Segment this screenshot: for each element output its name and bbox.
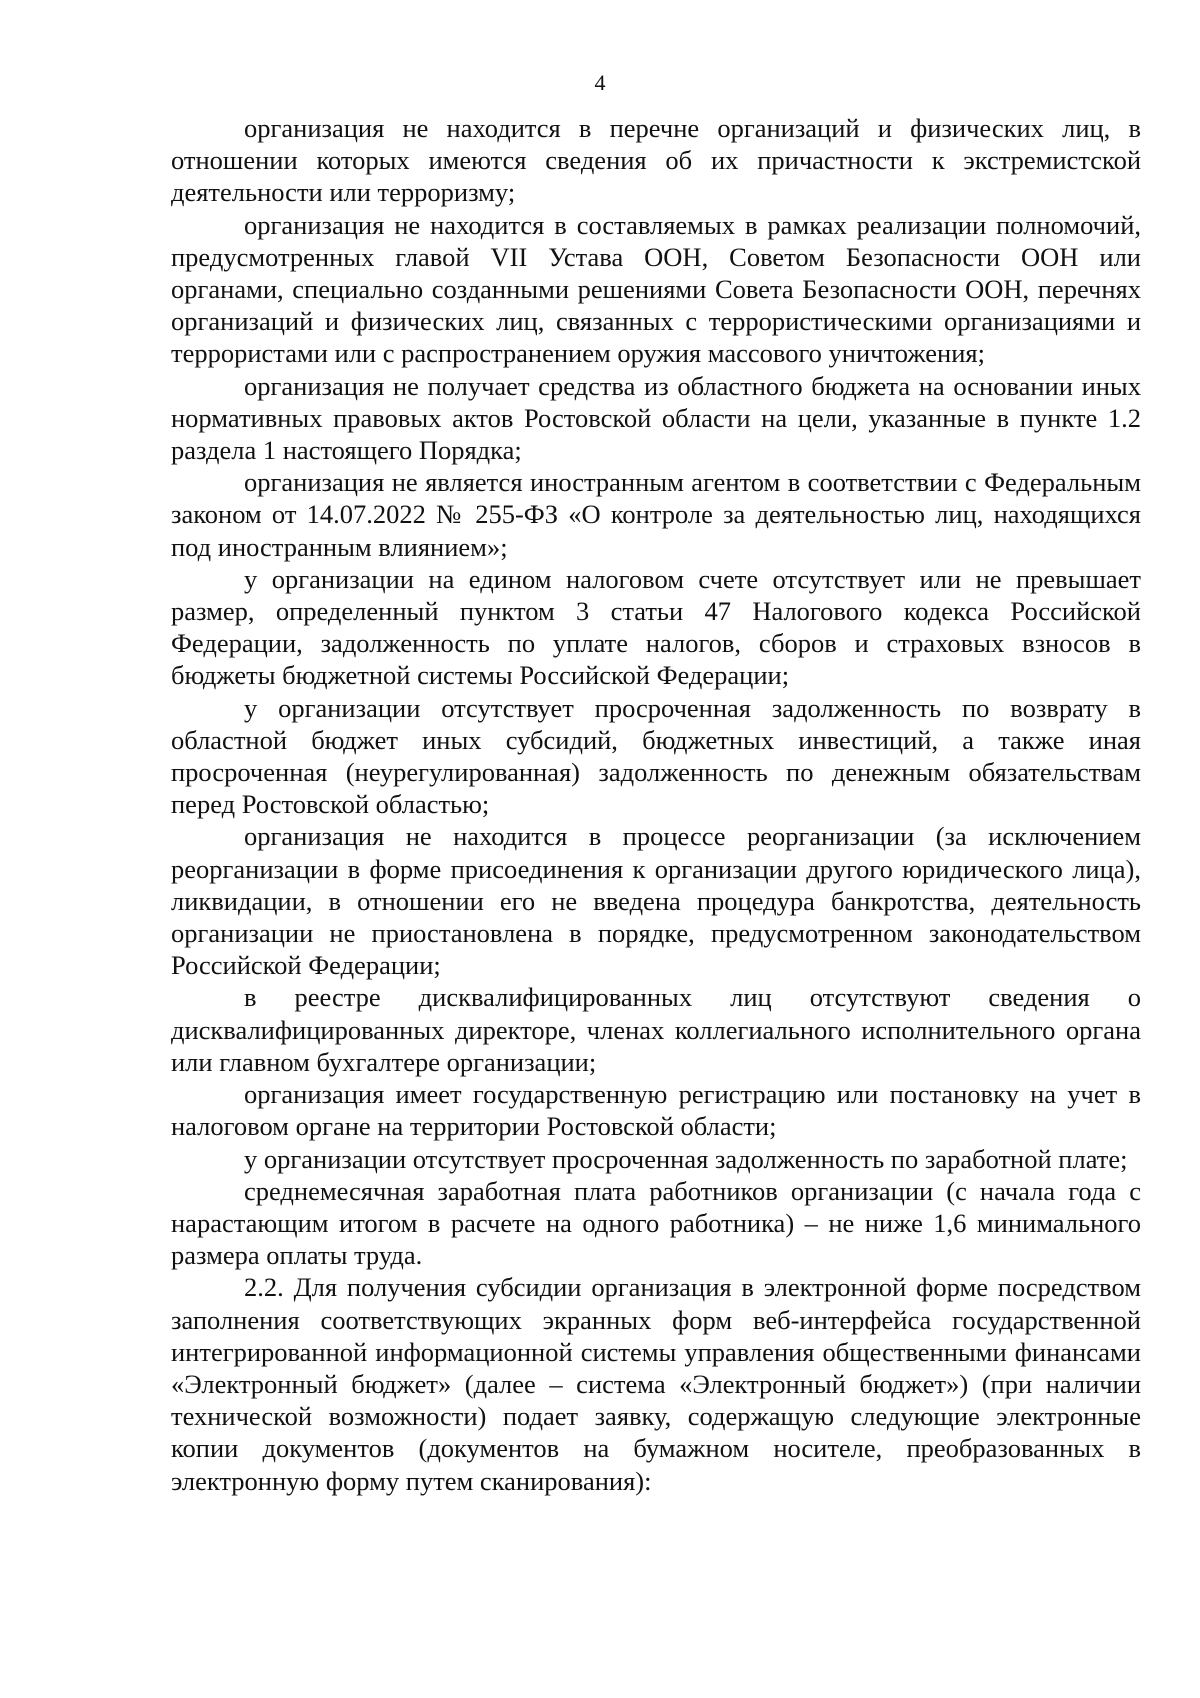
paragraph-overdue-budget-debt: у организации отсутствует просроченная задолженность по возврату в областной бюджет иных субсидий, бюджетных инвестиций, а также иная просроченная (неурегулированная) задолженность по денежным обязательствам перед Ростовской областью; [171,692,1141,820]
paragraph-extremism-list: организация не находится в перечне организаций и физических лиц, в отношении которых имеются сведения об их причастности к экстремистской деятельности или терроризму; [171,113,1141,208]
paragraph-foreign-agent: организация не является иностранным агентом в соответствии с Федеральным законом от 14.07.2022 № 255-ФЗ «О контроле за деятельностью лиц, находящихся под иностранным влиянием»; [171,467,1141,562]
paragraph-reorganization: организация не находится в процессе реорганизации (за исключением реорганизации в форме присоединения к организации другого юридического лица), ликвидации, в отношении его не введена процедура банкротства, деятельность организации не приостановлена в порядке, предусмотренном законодательством Российской Федерации; [171,821,1141,981]
document-body [171,112,1141,1497]
paragraph-section-2-2: 2.2. Для получения субсидии организация в электронной форме посредством заполнения соответствующих экранных форм веб-интерфейса государственной интегрированной информационной системы управления общественными финансами «Электронный бюджет» (далее – система «Электронный бюджет») (при наличии технической возможности) подает заявку, содержащую следующие электронные копии документов (документов на бумажном носителе, преобразованных в электронную форму путем сканирования): [171,1272,1141,1496]
paragraph-tax-debt: у организации на едином налоговом счете отсутствует или не превышает размер, определенный пунктом 3 статьи 47 Налогового кодекса Российской Федерации, задолженность по уплате налогов, сборов и страховых взносов в бюджеты бюджетной системы Российской Федерации; [171,563,1141,691]
paragraph-disqualified-persons: в реестре дисквалифицированных лиц отсутствуют сведения о дисквалифицированных директоре, членах коллегиального исполнительного органа или главном бухгалтере организации; [171,982,1141,1077]
page-number: 4 [594,70,606,95]
paragraph-un-sanctions-list: организация не находится в составляемых в рамках реализации полномочий, предусмотренных главой VII Устава ООН, Советом Безопасности ООН или органами, специально созданными решениями Совета Безопасности ООН, перечнях организаций и физических лиц, связанных с террористическими организациями и террористами или с распространением оружия массового уничтожения; [171,209,1141,369]
paragraph-average-salary: среднемесячная заработная плата работников организации (с начала года с нарастающим итогом в расчете на одного работника) – не ниже 1,6 минимального размера оплаты труда. [171,1175,1141,1271]
paragraph-no-other-budget-funds: организация не получает средства из областного бюджета на основании иных нормативных правовых актов Ростовской области на цели, указанные в пункте 1.2 раздела 1 настоящего Порядка; [171,370,1141,466]
paragraph-wage-debt: у организации отсутствует просроченная задолженность по заработной плате; [244,1143,1128,1174]
paragraph-state-registration: организация имеет государственную регистрацию или постановку на учет в налоговом органе на территории Ростовской области; [171,1079,1141,1142]
